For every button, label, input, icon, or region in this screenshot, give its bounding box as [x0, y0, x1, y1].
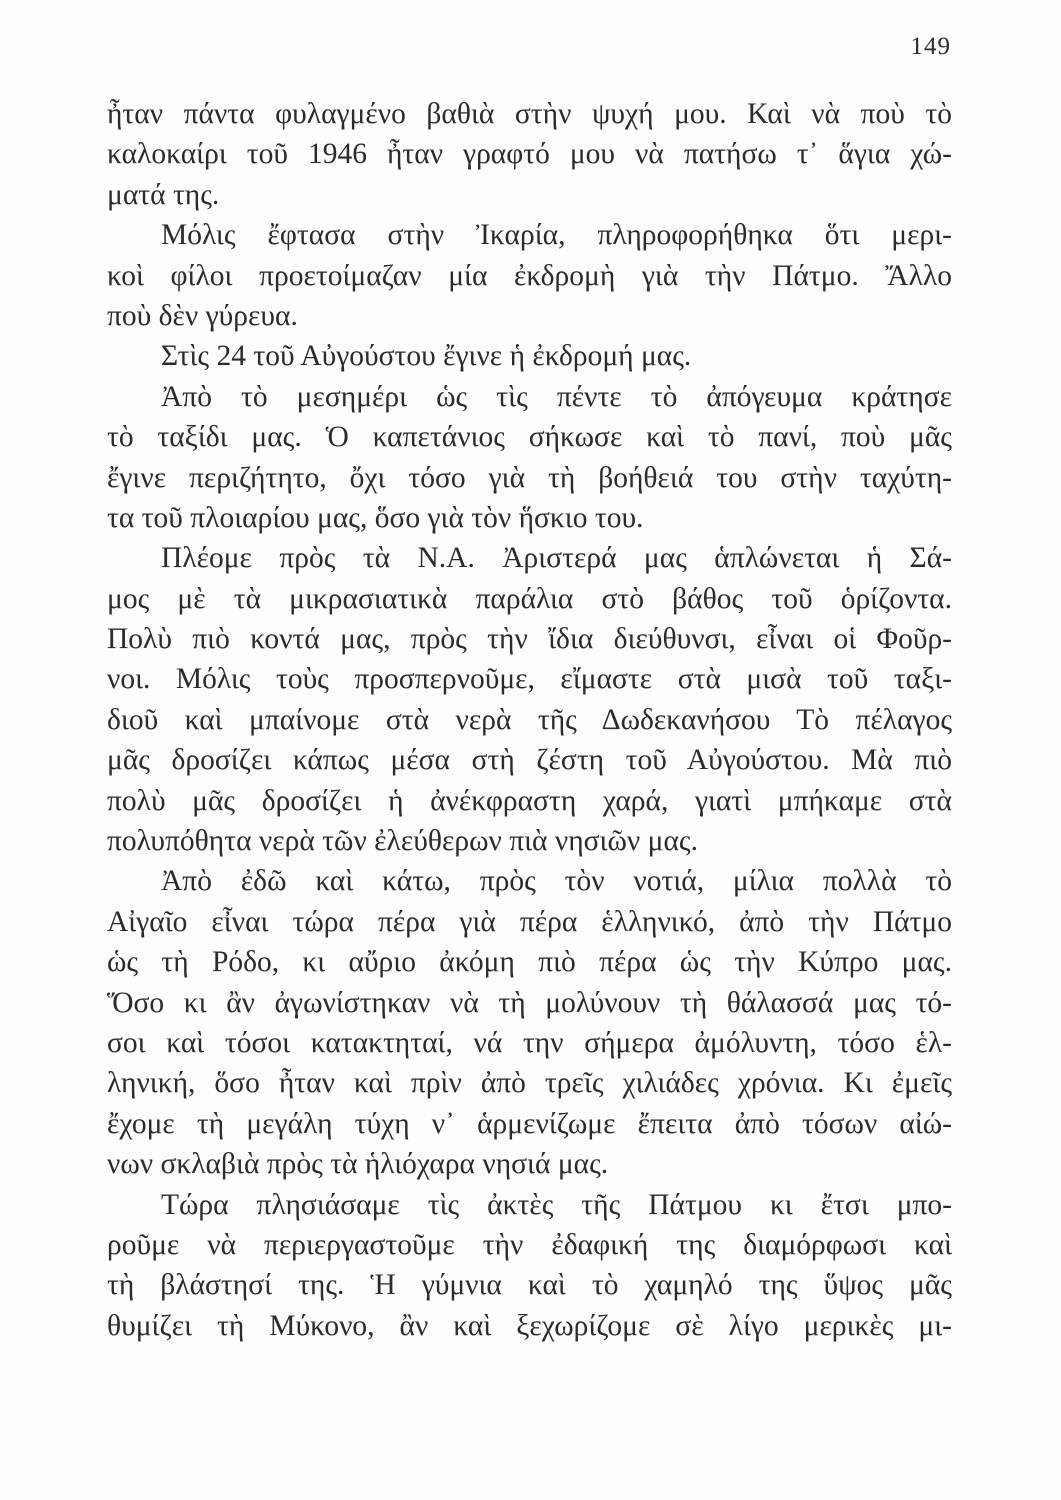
text-line: νοι. Μόλις τοὺς προσπερνοῦμε, εἴμαστε στὰ μισὰ τοῦ ταξι- [107, 663, 952, 696]
text-line: νων σκλαβιὰ πρὸς τὰ ἡλιόχαρα νησιά μας. [107, 1148, 609, 1181]
text-line: ματά της. [107, 178, 220, 211]
text-line: καλοκαίρι τοῦ 1946 ἦταν γραφτό μου νὰ πατήσω τ᾽ ἅγια χώ- [107, 138, 952, 171]
text-line: Πολὺ πιὸ κοντά μας, πρὸς τὴν ἴδια διεύθυνσι, εἶναι οἱ Φοῦρ- [107, 623, 952, 656]
page-number: 149 [910, 33, 951, 60]
text-line: ροῦμε νὰ περιεργαστοῦμε τὴν ἐδαφική της διαμόρφωσι καὶ [107, 1228, 952, 1261]
text-line: Στὶς 24 τοῦ Αὐγούστου ἔγινε ἡ ἐκδρομή μας. [161, 340, 692, 373]
text-line: Αἰγαῖο εἶναι τώρα πέρα γιὰ πέρα ἑλληνικό, ἀπὸ τὴν Πάτμο [107, 905, 952, 938]
text-line: ὡς τὴ Ρόδο, κι αὔριο ἀκόμη πιὸ πέρα ὡς τὴν Κύπρο μας. [107, 946, 952, 979]
text-line: ἔχομε τὴ μεγάλη τύχη ν᾽ ἁρμενίζωμε ἔπειτα ἀπὸ τόσων αἰώ- [107, 1107, 952, 1140]
text-line: Μόλις ἔφτασα στὴν Ἰκαρία, πληροφορήθηκα ὅτι μερι- [161, 219, 952, 252]
text-line: μος μὲ τὰ μικρασιατικὰ παράλια στὸ βάθος τοῦ ὁρίζοντα. [107, 582, 952, 615]
text-line: ληνική, ὅσο ἦταν καὶ πρὶν ἀπὸ τρεῖς χιλιάδες χρόνια. Κι ἐμεῖς [107, 1067, 952, 1100]
text-line: ποὺ δὲν γύρευα. [107, 299, 298, 332]
text-line: πολὺ μᾶς δροσίζει ἡ ἀνέκφραστη χαρά, γιατὶ μπήκαμε στὰ [107, 784, 952, 817]
text-line: διοῦ καὶ μπαίνομε στὰ νερὰ τῆς Δωδεκανήσου Τὸ πέλαγος [107, 703, 952, 736]
text-line: Πλέομε πρὸς τὰ Ν.Α. Ἀριστερά μας ἁπλώνεται ἡ Σά- [161, 542, 952, 575]
text-line: μᾶς δροσίζει κάπως μέσα στὴ ζέστη τοῦ Αὐγούστου. Μὰ πιὸ [107, 744, 952, 777]
text-line: πολυπόθητα νερὰ τῶν ἐλεύθερων πιὰ νησιῶν μας. [107, 825, 698, 858]
text-line: κοὶ φίλοι προετοίμαζαν μία ἐκδρομὴ γιὰ τὴν Πάτμο. Ἄλλο [107, 259, 952, 292]
text-line: σοι καὶ τόσοι κατακτηταί, νά την σήμερα ἀμόλυντη, τόσο ἑλ- [107, 1026, 952, 1059]
text-line: ἔγινε περιζήτητο, ὄχι τόσο γιὰ τὴ βοήθειά του στὴν ταχύτη- [107, 461, 952, 494]
text-line: Τώρα πλησιάσαμε τὶς ἀκτὲς τῆς Πάτμου κι ἔτσι μπο- [161, 1188, 952, 1221]
text-line: ἦταν πάντα φυλαγμένο βαθιὰ στὴν ψυχή μου. Καὶ νὰ ποὺ τὸ [107, 98, 952, 130]
text-line: τὴ βλάστησί της. Ἡ γύμνια καὶ τὸ χαμηλό της ὕψος μᾶς [107, 1269, 952, 1302]
text-line: θυμίζει τὴ Μύκονο, ἂν καὶ ξεχωρίζομε σὲ λίγο μερικὲς μι- [107, 1309, 952, 1342]
text-line: τα τοῦ πλοιαρίου μας, ὅσο γιὰ τὸν ἥσκιο του. [107, 501, 644, 534]
text-line: τὸ ταξίδι μας. Ὁ καπετάνιος σήκωσε καὶ τὸ πανί, ποὺ μᾶς [107, 421, 952, 454]
text-line: Ὅσο κι ἂν ἀγωνίστηκαν νὰ τὴ μολύνουν τὴ θάλασσά μας τό- [107, 986, 952, 1019]
text-line: Ἀπὸ τὸ μεσημέρι ὡς τὶς πέντε τὸ ἀπόγευμα κράτησε [161, 380, 952, 413]
page-body-text [107, 94, 952, 1346]
text-line: Ἀπὸ ἐδῶ καὶ κάτω, πρὸς τὸν νοτιά, μίλια πολλὰ τὸ [161, 865, 952, 898]
